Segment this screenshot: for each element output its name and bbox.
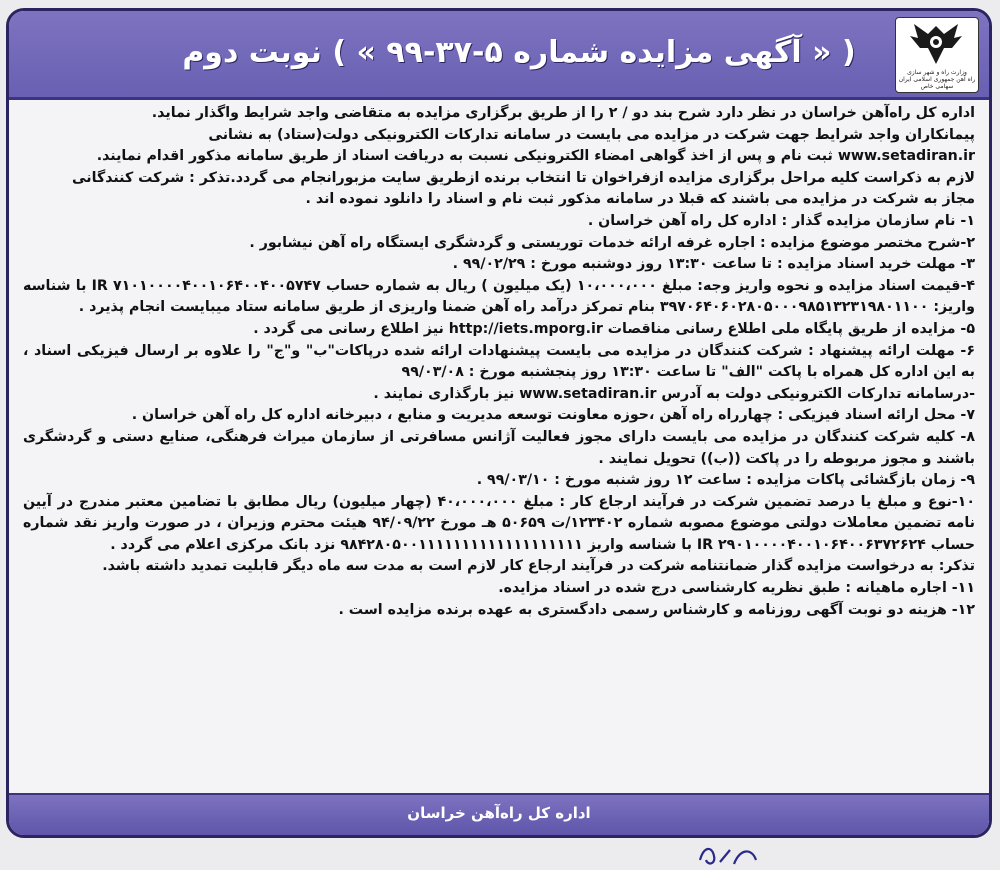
footer-band <box>9 793 989 835</box>
list-item: ۷- محل ارائه اسناد فیزیکی : چهارراه راه آهن ،حوزه معاونت توسعه مدیریت و منابع ، دبیرخانه اداره کل راه آهن خراسان . <box>131 407 975 424</box>
intro-line: لازم به ذکراست کلیه مراحل برگزاری مزایده ازفراخوان تا انتخاب برنده ازطریق سایت مزبورانجام می گردد.تذکر : شرکت کنندگانی <box>71 169 975 186</box>
railway-logo <box>895 17 979 93</box>
list-item: -درسامانه تدارکات الکترونیکی دولت به آدرس www.setadiran.ir نیز بارگذاری نمایند . <box>373 385 975 402</box>
list-item: ۳- مهلت خرید اسناد مزایده : تا ساعت ۱۳:۳۰ روز دوشنبه مورخ : ۹۹/۰۲/۲۹ . <box>452 256 975 273</box>
list-item: ۸- کلیه شرکت کنندگان در مزایده می بایست دارای مجوز فعالیت آژانس مسافرتی از سازمان میراث فرهنگی، صنایع دستی و گردشگری باشند و مجوز مربوطه را در پاکت ((ب)) تحویل نمایند . <box>23 428 975 467</box>
intro-line: مجاز به شرکت در مزایده می باشند که قبلا در سامانه مذکور ثبت نام و اسناد را دانلود نموده اند . <box>305 191 975 208</box>
intro-line: www.setadiran.ir ثبت نام و پس از اخذ گواهی امضاء الکترونیکی نسبت به دریافت اسناد از طریق سامانه مذکور اقدام نمایند. <box>96 148 975 165</box>
list-item: ۲-شرح مختصر موضوع مزایده : اجاره غرفه ارائه خدمات توریستی و گردشگری ایستگاه راه آهن نیشابور . <box>249 234 975 251</box>
handwritten-mark-icon <box>690 840 770 870</box>
logo-caption-line-3: سهامی خاص <box>920 83 954 90</box>
list-item: ۱۰-نوع و مبلغ یا درصد تضمین شرکت در فرآیند ارجاع کار : مبلغ ۴۰،۰۰۰،۰۰۰ (چهار میلیون) ریال مطابق با تضامین معتبر مندرج در آیین نامه تضمین معاملات دولتی موضوع مصوبه شماره ۱۲۳۴۰۲/ت ۵۰۶۵۹ هـ مورخ ۹۴/۰۹/۲۲ هیئت محترم وزیران ، در صورت واریز نقد شماره حساب IR ۲۹۰۱۰۰۰۰۴۰۰۱۰۶۴۰۰۶۳۷۲۶۲۴ با شناسه واریز ۹۸۴۲۸۰۵۰۰۱۱۱۱۱۱۱۱۱۱۱۱۱۱۱۱۱۱۱ نزد بانک مرکزی اعلام می گردد . <box>23 493 975 553</box>
winged-emblem-icon <box>906 20 966 68</box>
list-item: ۵- مزایده از طریق پایگاه ملی اطلاع رسانی مناقصات http://iets.mporg.ir نیز اطلاع رسانی می گردد . <box>253 320 975 337</box>
list-item: ۹- زمان بازگشائی پاکات مزایده : ساعت ۱۲ روز شنبه مورخ : ۹۹/۰۳/۱۰ . <box>476 472 975 489</box>
notice-body <box>23 103 975 793</box>
header-band <box>9 11 989 100</box>
intro-line: پیمانکاران واجد شرایط جهت شرکت در مزایده می بایست در سامانه تدارکات الکترونیکی دولت(ستاد) به نشانی <box>208 126 975 143</box>
intro-line: اداره کل راه‌آهن خراسان در نظر دارد شرح بند دو / ۲ را از طریق برگزاری مزایده به متقاضی واجد شرایط واگذار نماید. <box>151 105 975 121</box>
notice-title: ( « آگهی مزایده شماره ۵-۳۷-۹۹ » ) نوبت دوم <box>182 35 856 70</box>
logo-caption-line-1: وزارت راه و شهر سازی <box>907 69 967 76</box>
list-item: ۶- مهلت ارائه پیشنهاد : شرکت کنندگان در مزایده می بایست پیشنهادات ارائه شده درپاکات"ب" و"ج" را علاوه بر ارسال فیزیکی اسناد ، به این اداره کل همراه با پاکت "الف" تا ساعت ۱۳:۳۰ روز پنجشنبه مورخ : ۹۹/۰۳/۰۸ <box>23 342 975 381</box>
list-item: ۱- نام سازمان مزایده گذار : اداره کل راه آهن خراسان . <box>587 212 975 229</box>
logo-caption-line-2: راه آهن جمهوری اسلامی ایران <box>898 76 976 83</box>
notice-sheet <box>6 8 992 838</box>
list-item: ۱۱- اجاره ماهیانه : طبق نظریه کارشناسی درج شده در اسناد مزایده. <box>498 580 975 597</box>
list-item: ۴-قیمت اسناد مزایده و نحوه واریز وجه: مبلغ ۱۰،۰۰۰،۰۰۰ (یک میلیون ) ریال به شماره حساب IR ۷۱۰۱۰۰۰۰۴۰۰۱۰۶۴۰۰۴۰۰۵۷۴۷ با شناسه واریز: ۳۹۷۰۶۴۰۶۰۲۸۰۵۰۰۰۹۸۵۱۳۲۳۱۹۸۰۱۱۰۰ بنام تمرکز درآمد راه آهن ضمنا واریزی از طریق سامانه ستاد میبایست انجام پذیرد . <box>23 277 975 316</box>
list-item: ۱۲- هزینه دو نوبت آگهی روزنامه و کارشناس رسمی دادگستری به عهده برنده مزایده است . <box>338 601 975 618</box>
footer-signature: اداره کل راه‌آهن خراسان <box>407 804 591 822</box>
logo-caption <box>896 69 978 90</box>
list-item: تذکر: به درخواست مزایده گذار ضمانتنامه شرکت در فرآیند ارجاع کار لازم است به مدت سه ماه دیگر قابلیت تمدید داشته باشد. <box>102 558 975 575</box>
